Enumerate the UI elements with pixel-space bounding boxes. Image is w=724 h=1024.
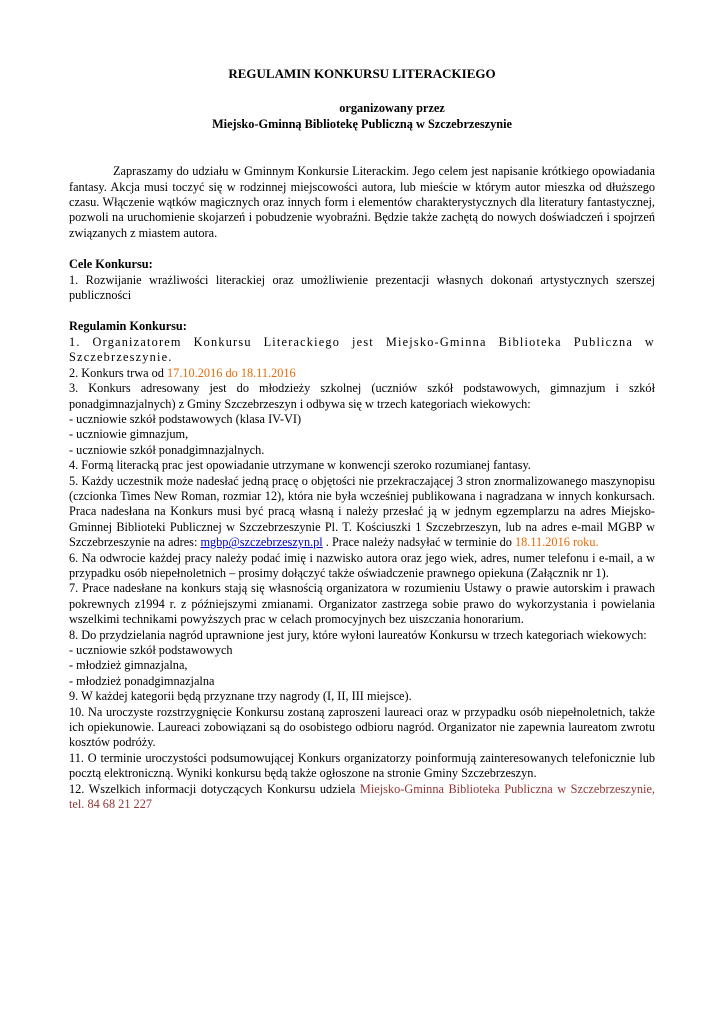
rule-12 [69, 782, 655, 813]
rule-12-contact: Miejsko-Gminna Biblioteka Publiczna w Szczebrzeszynie, tel. 84 68 21 227 [69, 781, 655, 812]
rule-3-category-c: - uczniowie szkół ponadgimnazjalnych. [69, 442, 265, 457]
organizer-line-1: organizowany przez [339, 101, 445, 116]
rule-5-deadline-text: . Prace należy nadsyłać w terminie do [322, 535, 515, 550]
goals-item-1: 1. Rozwijanie wrażliwości literackiej oraz umożliwienie prezentacji własnych dokonań artystycznych szerszej publiczności [69, 272, 655, 303]
rule-3-category-b: - uczniowie gimnazjum, [69, 427, 189, 442]
organizer-line-2: Miejsko-Gminną Bibliotekę Publiczną w Szczebrzeszynie [212, 116, 512, 131]
rule-10: 10. Na uroczyste rozstrzygnięcie Konkursu zostaną zaproszeni laureaci oraz w przypadku osób niepełnoletnich, także ich opiekunowie. Laureaci zobowiązani są do osobistego odbioru nagród. Organizator nie zapewnia laureatom zwrotu kosztów podróży. [69, 704, 655, 750]
intro-paragraph: Zapraszamy do udziału w Gminnym Konkursie Literackim. Jego celem jest napisanie krótkiego opowiadania fantasy. Akcja musi toczyć się w rodzinnej miejscowości autora, lub mieście w którym autor mieszka od dłuższego czasu. Włączenie wątków magicznych oraz innych form i elementów charakterystycznych dla literatury fantastycznej, pozwoli na uruchomienie skojarzeń i pobudzenie wyobraźni. Będzie także zachętą do nowych doświadczeń i spojrzeń związanych z miastem autora. [69, 164, 655, 240]
document-page [69, 66, 655, 812]
rule-7: 7. Prace nadesłane na konkurs stają się własnością organizatora w rozumieniu Ustawy o prawie autorskim i prawach pokrewnych z1994 r. z późniejszymi zmianami. Organizator zastrzega sobie prawo do wykorzystania i powielania wszelkimi technikami powyższych prac w celach promocyjnych bez uiszczania honorarium. [69, 581, 655, 627]
rule-12-text: 12. Wszelkich informacji dotyczących Konkursu udziela [69, 781, 360, 796]
rule-11: 11. O terminie uroczystości podsumowującej Konkurs organizatorzy poinformują zainteresowanych telefonicznie lub pocztą elektroniczną. Wyniki konkursu będą także ogłoszone na stronie Gminy Szczebrzeszyn. [69, 750, 655, 781]
organizer-block [69, 101, 655, 132]
rule-4: 4. Formą literacką prac jest opowiadanie utrzymane w konwencji szeroko rozumianej fantasy. [69, 458, 531, 473]
document-title: REGULAMIN KONKURSU LITERACKIEGO [228, 66, 496, 81]
rule-2-text: 2. Konkurs trwa od [69, 365, 168, 380]
rule-2-dates: 17.10.2016 do 18.11.2016 [167, 365, 296, 380]
rule-2 [69, 366, 655, 381]
email-link[interactable]: mgbp@szczebrzeszyn.pl [200, 535, 323, 550]
rule-3: 3. Konkurs adresowany jest do młodzieży szkolnej (uczniów szkół podstawowych, gimnazjum i szkół ponadgimnazjalnych) z Gminy Szczebrzeszyn i odbywa się w trzech kategoriach wiekowych: [69, 381, 655, 411]
rule-3-category-a: - uczniowie szkół podstawowych (klasa IV-VI) [69, 411, 302, 426]
rules-heading: Regulamin Konkursu: [69, 319, 187, 334]
goals-heading: Cele Konkursu: [69, 257, 153, 272]
rule-8-category-b: - młodzież gimnazjalna, [69, 658, 188, 673]
rule-5-text: 5. Każdy uczestnik może nadesłać jedną pracę o objętości nie przekraczającej 3 stron znormalizowanego maszynopisu (czcionka Times New Roman, rozmiar 12), która nie była wcześniej publikowana i nagradzana w innych konkursach. Praca nadesłana na Konkurs musi być pracą własną i należy przesłać ją w jednym egzemplarzu na adres Miejsko-Gminnej Biblioteki Publicznej w Szczebrzeszynie Pl. T. Kościuszki 1 Szczebrzeszyn, lub na adres e-mail MGBP w Szczebrzeszynie na adres: [69, 473, 655, 550]
rule-5-deadline-date: 18.11.2016 roku. [514, 535, 599, 550]
rule-5 [69, 474, 655, 551]
rule-9: 9. W każdej kategorii będą przyznane trzy nagrody (I, II, III miejsce). [69, 689, 412, 704]
rule-8-category-c: - młodzież ponadgimnazjalna [69, 673, 215, 688]
rule-6: 6. Na odwrocie każdej pracy należy podać imię i nazwisko autora oraz jego wiek, adres, numer telefonu i e-mail, a w przypadku osób niepełnoletnich – prosimy dołączyć także oświadczenie prawnego opiekuna (Załącznik nr 1). [69, 550, 655, 580]
rule-1: 1. Organizatorem Konkursu Literackiego jest Miejsko-Gminna Biblioteka Publiczna w Szczebrzeszynie. [69, 334, 655, 365]
rule-8: 8. Do przydzielania nagród uprawnione jest jury, które wyłoni laureatów Konkursu w trzech kategoriach wiekowych: [69, 627, 647, 642]
rule-8-category-a: - uczniowie szkół podstawowych [69, 643, 233, 657]
